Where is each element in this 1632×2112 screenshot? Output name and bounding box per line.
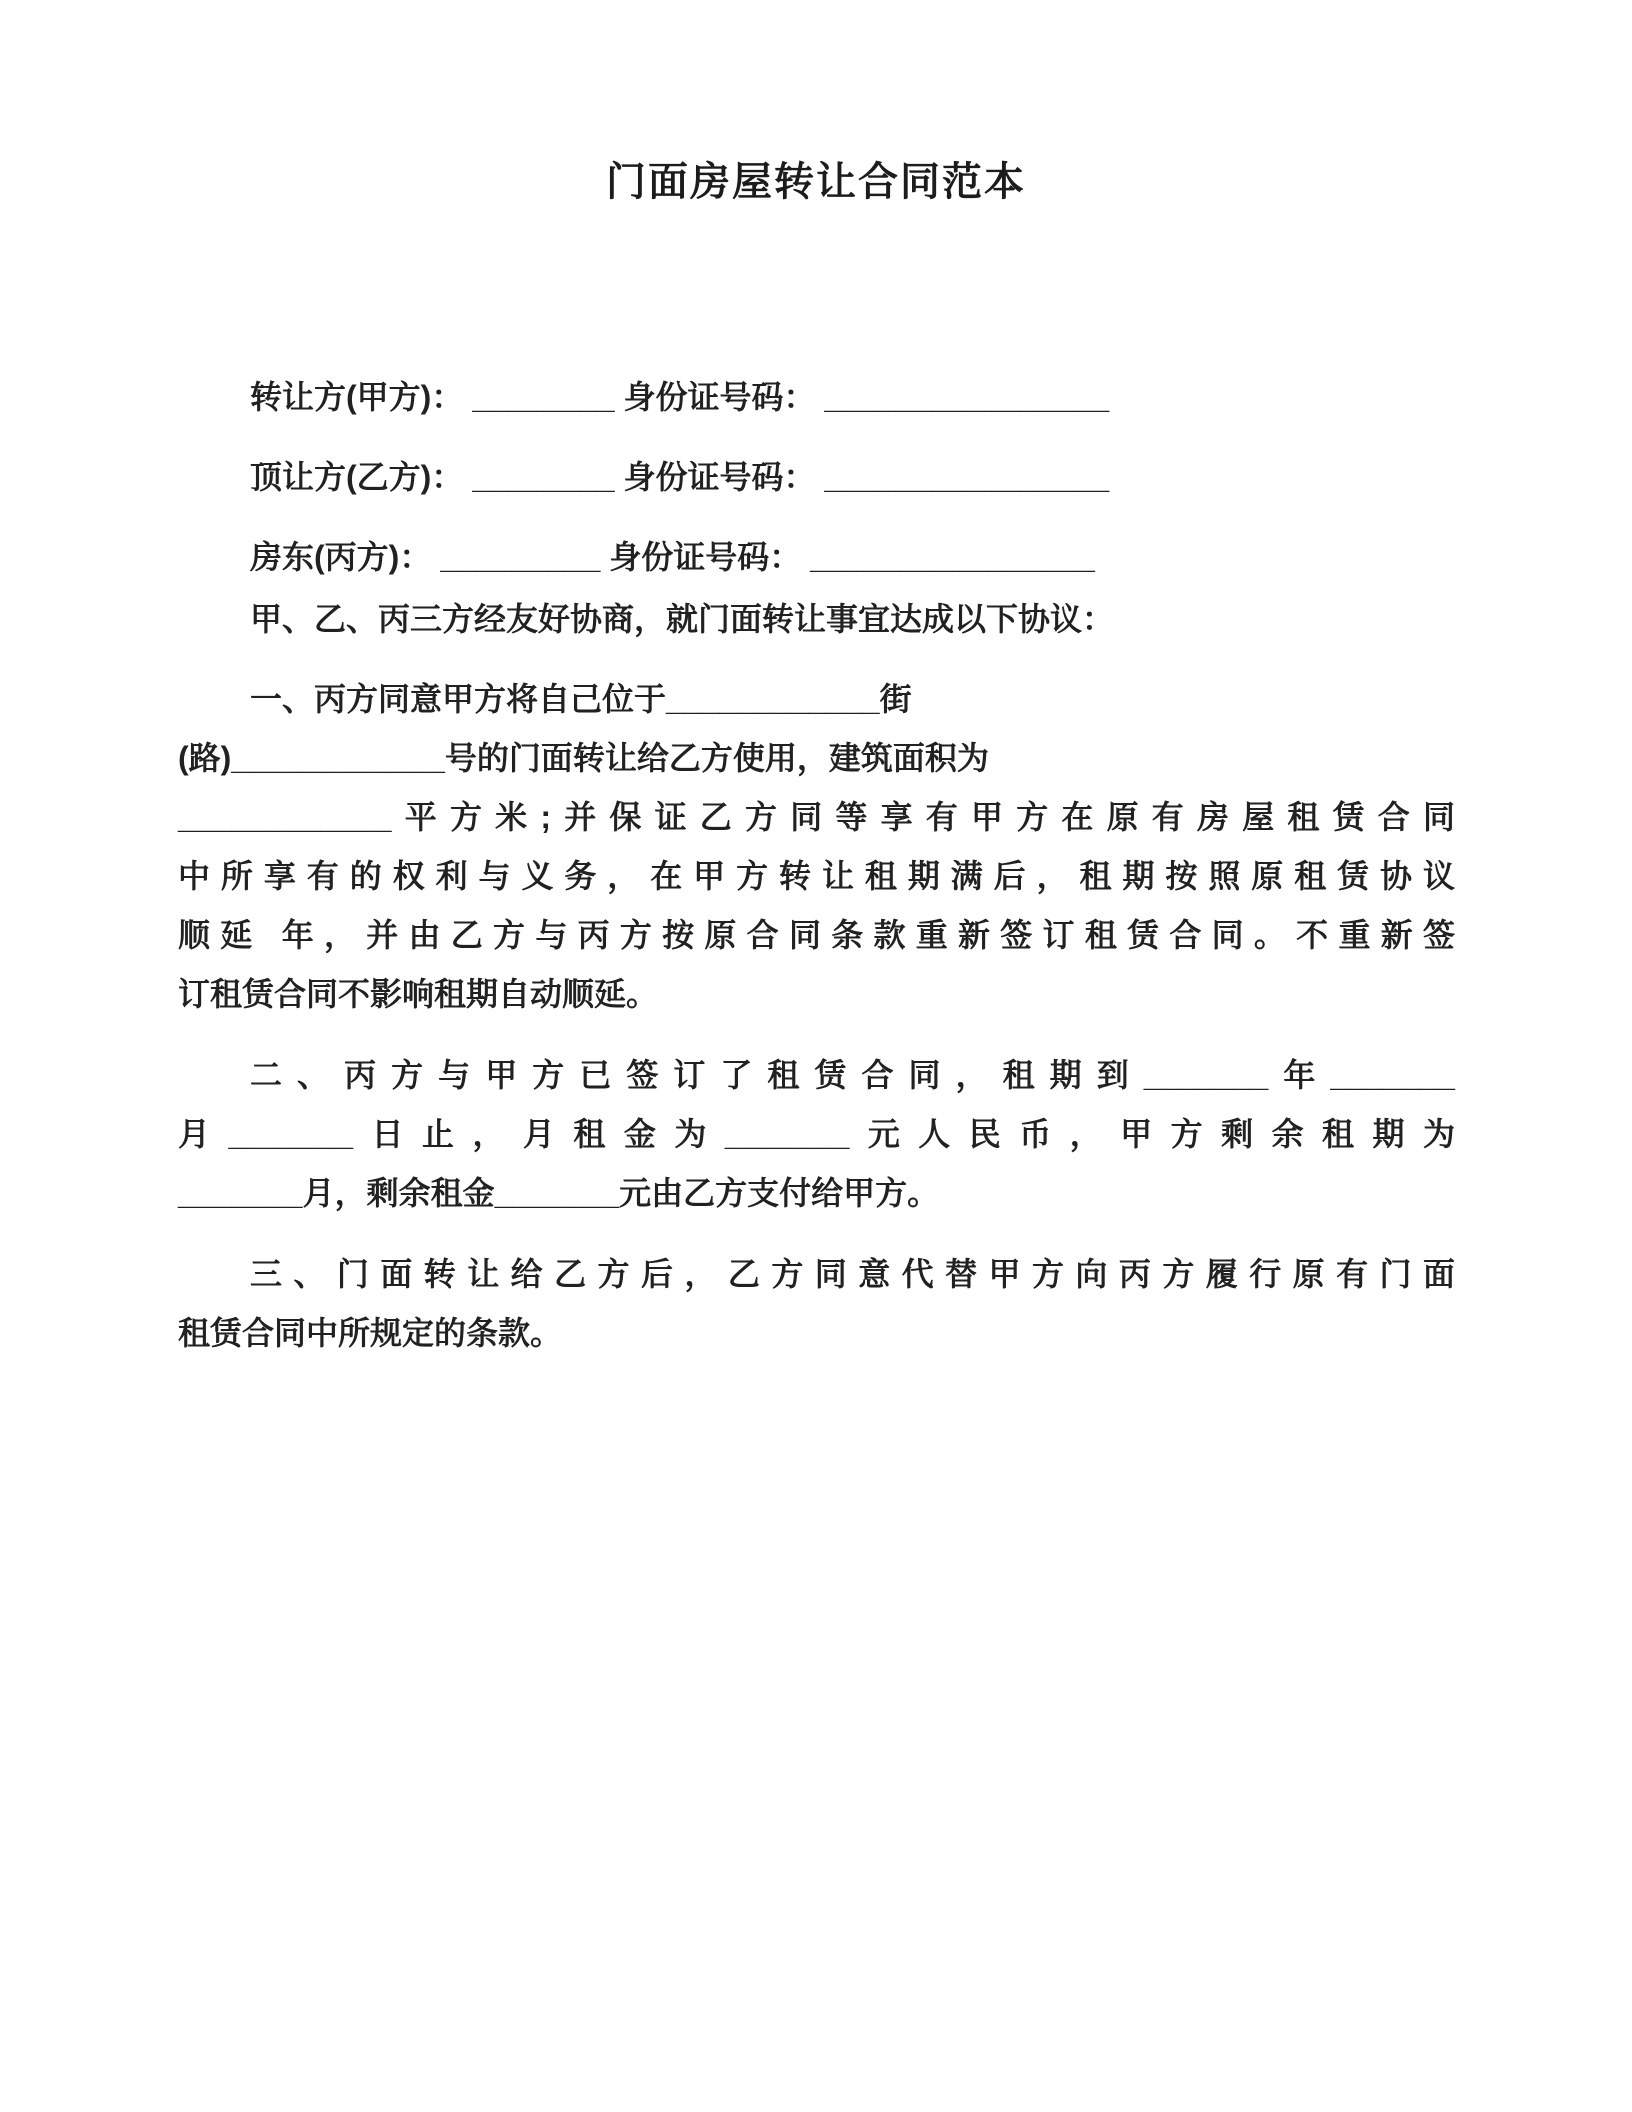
clause-line: 订租赁合同不影响租期自动顺延。 [178,976,659,1012]
clause-line: ____________平方米;并保证乙方同等享有甲方在原有房屋租赁合同 [178,799,1455,835]
clause-line: 月_______日止，月租金为_______元人民币，甲方剩余租期为 [178,1116,1455,1152]
party-line-transferor: 转让方(甲方)： ________ 身份证号码： ________________ [250,379,1110,415]
clause-line: 租赁合同中所规定的条款。 [178,1315,563,1351]
clause-1 [178,670,1455,1024]
clause-3 [178,1245,1455,1363]
clause-line: (路)____________号的门面转让给乙方使用，建筑面积为 [178,740,989,776]
document-title: 门面房屋转让合同范本 [606,160,1026,204]
clause-line: 顺延 年，并由乙方与丙方按原合同条款重新签订租赁合同。不重新签 [178,917,1455,953]
party-line-transferee: 顶让方(乙方)： ________ 身份证号码： ________________ [250,459,1110,495]
clause-line: 三、门面转让给乙方后，乙方同意代替甲方向丙方履行原有门面 [250,1256,1455,1292]
clause-2 [178,1046,1455,1223]
document-body [0,368,1632,1363]
clause-line: 一、丙方同意甲方将自己位于____________街 [250,681,912,717]
clause-line: 二、丙方与甲方已签订了租赁合同，租期到_______年_______ [250,1057,1455,1093]
clause-line: 中所享有的权利与义务，在甲方转让租期满后，租期按照原租赁协议 [178,858,1455,894]
intro-paragraph: 甲、乙、丙三方经友好协商，就门面转让事宜达成以下协议： [250,601,1115,637]
party-line-landlord: 房东(丙方)： _________ 身份证号码： ________________ [250,539,1095,575]
clause-line: _______月，剩余租金_______元由乙方支付给甲方。 [178,1175,940,1211]
